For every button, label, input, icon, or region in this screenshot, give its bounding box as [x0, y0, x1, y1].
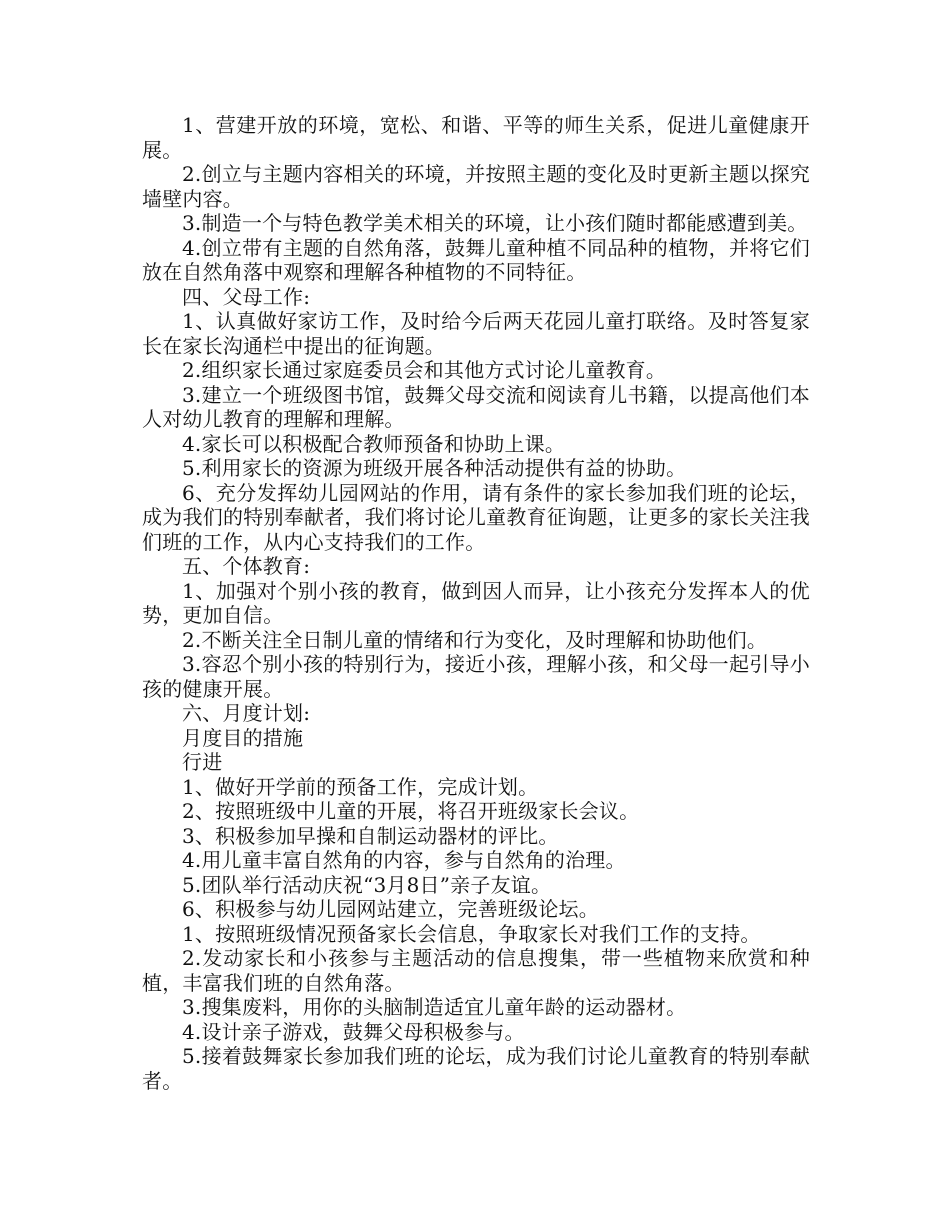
paragraph: 3.建立一个班级图书馆，鼓舞父母交流和阅读育儿书籍，以提高他们本人对幼儿教育的理解和理解。	[142, 382, 810, 431]
paragraph: 2.创立与主题内容相关的环境，并按照主题的变化及时更新主题以探究墙壁内容。	[142, 162, 810, 211]
paragraph: 1、加强对个别小孩的教育，做到因人而异，让小孩充分发挥本人的优势，更加自信。	[142, 578, 810, 627]
list-item: 5.接着鼓舞家长参加我们班的论坛，成为我们讨论儿童教育的特别奉献者。	[142, 1044, 810, 1093]
paragraph: 1、认真做好家访工作，及时给今后两天花园儿童打联络。及时答复家长在家长沟通栏中提出的征询题。	[142, 309, 810, 358]
list-item: 2.发动家长和小孩参与主题活动的信息搜集，带一些植物来欣赏和种植，丰富我们班的自然角落。	[142, 946, 810, 995]
paragraph: 4.创立带有主题的自然角落，鼓舞儿童种植不同品种的植物，并将它们放在自然角落中观察和理解各种植物的不同特征。	[142, 235, 810, 284]
list-item: 4.设计亲子游戏，鼓舞父母积极参与。	[182, 1019, 525, 1044]
table-header-text: 月度目的措施	[182, 725, 304, 750]
section-heading: 六、月度计划:	[182, 701, 311, 725]
list-item: 5.团队举行活动庆祝“3月8日”亲子友谊。	[182, 872, 552, 897]
section-heading: 五、个体教育:	[182, 554, 311, 578]
paragraph: 5.利用家长的资源为班级开展各种活动提供有益的协助。	[182, 456, 687, 480]
list-item: 3.搜集废料，用你的头脑制造适宜儿童年龄的运动器材。	[182, 995, 687, 1019]
list-item: 4.用儿童丰富自然角的内容，参与自然角的治理。	[182, 848, 626, 872]
list-item: 3、积极参加早操和自制运动器材的评比。	[182, 823, 559, 848]
paragraph: 4.家长可以积极配合教师预备和协助上课。	[182, 431, 566, 456]
paragraph: 2.不断关注全日制儿童的情绪和行为变化，及时理解和协助他们。	[182, 627, 768, 652]
paragraph: 6、充分发挥幼儿园网站的作用，请有条件的家长参加我们班的论坛，成为我们的特别奉献者，我们将讨论儿童教育征询题，让更多的家长关注我们班的工作，从内心支持我们的工作。	[142, 480, 810, 554]
list-item: 1、按照班级情况预备家长会信息，争取家长对我们工作的支持。	[182, 921, 761, 946]
paragraph: 1、营建开放的环境，宽松、和谐、平等的师生关系，促进儿童健康开展。	[142, 113, 810, 162]
list-item: 2、按照班级中儿童的开展，将召开班级家长会议。	[182, 799, 640, 823]
section-heading: 四、父母工作:	[182, 284, 311, 309]
paragraph: 3.制造一个与特色教学美术相关的环境，让小孩们随时都能感遭到美。	[182, 211, 808, 235]
table-header-text: 行进	[182, 750, 223, 774]
document-body	[142, 113, 810, 1093]
paragraph: 2.组织家长通过家庭委员会和其他方式讨论儿童教育。	[182, 358, 667, 382]
paragraph: 3.容忍个别小孩的特别行为，接近小孩，理解小孩，和父母一起引导小孩的健康开展。	[142, 652, 810, 701]
list-item: 1、做好开学前的预备工作，完成计划。	[182, 774, 539, 799]
list-item: 6、积极参与幼儿园网站建立，完善班级论坛。	[182, 897, 599, 921]
